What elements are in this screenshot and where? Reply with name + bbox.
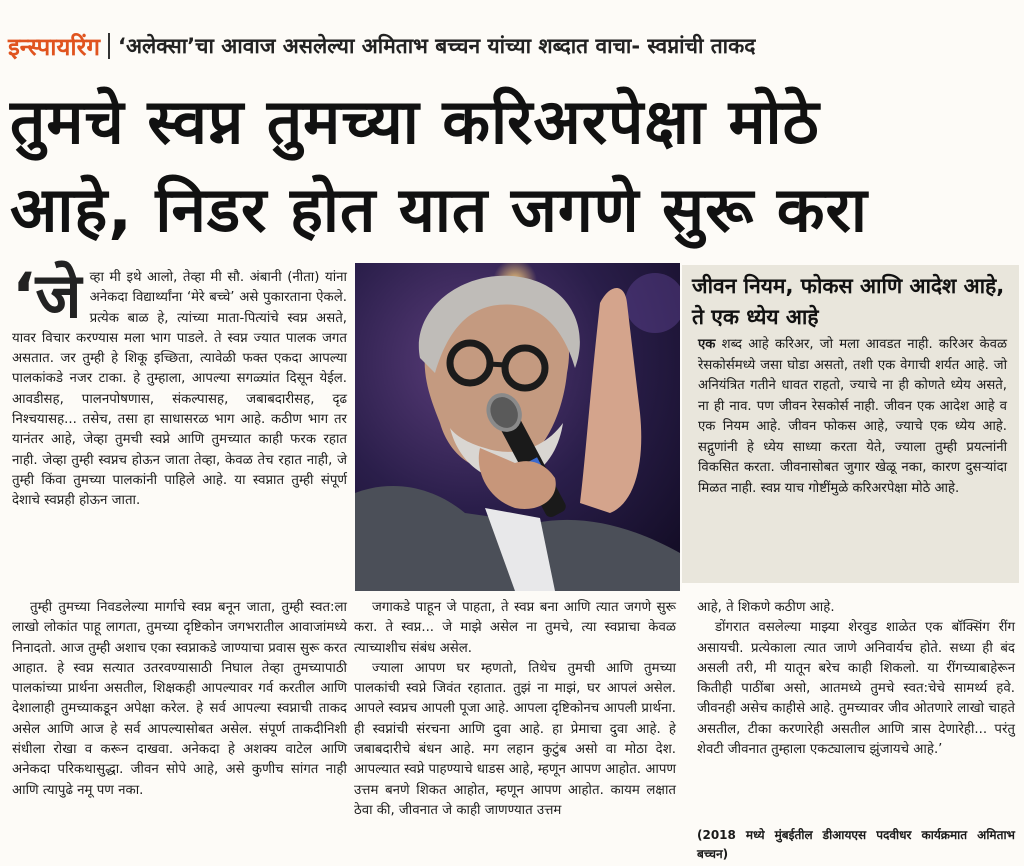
headline-line-2: आहे, निडर होत यात जगणे सुरू करा <box>10 173 868 246</box>
dropcap: ‘जे <box>12 259 82 332</box>
article-paragraph: तुम्ही तुमच्या निवडलेल्या मार्गाचे स्वप्न बनून जाता, तुम्ही स्वत:ला लाखो लोकांत पाहू लागता, तुमच्या दृष्टिकोन जगभरातील आवाजांमध्ये निनादतो. आज तुम्ही अशाच एका स्वप्नाकडे जाण्याचा प्रवास सुरू करत आहात. हे स्वप्न सत्यात उतरवण्यासाठी निघाल तेव्हा तुमच्यापाठी पालकांच्या प्रार्थना असतील, शिक्षकही आपल्यावर गर्व करतील आणि देशालाही तुमच्याकडून अपेक्षा करेल. हे सर्व आपल्या स्वप्नाची ताकद असेल आणि आज हे सर्व आपल्यासोबत असेल. संपूर्ण ताकदीनिशी संधीला रोखा व करून दाखवा. अनेकदा हे अशक्य वाटेल आणि अनेकदा परिकथासुद्धा. जीवन सोपे आहे, असे कुणीच सांगत नाही आणि त्यापुढे नमू पण नका. <box>12 600 347 798</box>
kicker <box>8 30 755 62</box>
article-paragraph: व्हा मी इथे आलो, तेव्हा मी सौ. अंबानी (नीता) यांना अनेकदा विद्यार्थ्यांना ‘मेरे बच्चे’ असे पुकारताना ऐकले. प्रत्येक बाळ हे, त्यांच्या माता-पित्यांचे स्वप्न असते, यावर विचार करण्यास मला भाग पाडले. ते स्वप्न ज्यात पालक जगत असतात. जर तुम्ही हे शिकू इच्छिता, त्यावेळी फक्त एकदा आपल्या पालकांकडे नजर टाका. हे तुम्हाला, आपल्या सगळ्यांत दिसून येईल. आवडीसह, पालनपोषणास, संकल्पासह, जबाबदारीसह, दृढ निश्चयासह... तसेच, तसा हा साधासरळ भाग आहे. कठीण भाग तर यानंतर आहे, जेव्हा तुमची स्वप्ने आणि तुमच्यात काही फरक रहात नाही. जेव्हा तुम्ही स्वप्नच होऊन जाता तेव्हा, केवळ तेच रहात नाही, जे तुम्ही किंवा तुमच्या पालकांनी पाहिले आहे. या स्वप्नात तुम्ही संपूर्ण देशाचे स्वप्नही होऊन जाता. <box>12 270 347 509</box>
article-paragraph: जगाकडे पाहून जे पाहता, ते स्वप्न बना आणि त्यात जगणे सुरू करा. ते स्वप्न... जे माझे असेल ना तुमचे, त्या स्वप्नाचा केवळ त्याच्याशीच संबंध असेल. <box>354 600 676 656</box>
sidebar-text: शब्द आहे करिअर, जो मला आवडत नाही. करिअर केवळ रेसकोर्समध्ये जसा घोडा असतो, तशी एक वेगाची शर्यत आहे. जो अनियंत्रित गतीने धावत राहतो, ज्याचे ना ही कोणते ध्येय असते, ना ही नाव. पण जीवन रेसकोर्स नाही. जीवन एक आदेश आहे व एक नियम आहे. जीवन फोकस आहे, ज्याचे एक ध्येय आहे. सद्गुणांनी हे ध्येय साध्या करता येते, ज्याला तुम्ही प्रयत्नांनी विकसित करता. जीवनासोबत जुगार खेळू नका, कारण दुसऱ्यांदा मिळत नाही. स्वप्न याच गोष्टींमुळे करिअरपेक्षा मोठे आहे. <box>698 337 1007 496</box>
sidebar-body <box>682 333 1019 499</box>
kicker-deck: ‘अलेक्सा’चा आवाज असलेल्या अमिताभ बच्चन यांच्या शब्दात वाचा- स्वप्नांची ताकद <box>117 34 756 58</box>
article-column-2 <box>354 598 676 821</box>
article-column-3 <box>697 598 1015 760</box>
article-paragraph: आहे, ते शिकणे कठीण आहे. <box>697 600 835 615</box>
article-paragraph: ज्याला आपण घर म्हणतो, तिथेच तुमची आणि तुमच्या पालकांची स्वप्ने जिवंत रहातात. तुझं ना माझं, घर आपलं असेल. आपले स्वप्नच आपली पूजा आहे. आपला दृष्टिकोनच आपली प्रार्थना. ही स्वप्नांची संरचना आणि दुवा आहे. हा प्रेमाचा दुवा आहे. हे जबाबदारीचे बंधन आहे. मग लहान कुटुंब असो वा मोठा देश. आपल्यात स्वप्ने पाहण्याचे धाडस आहे, म्हणून आपण आहोत. आपण उत्तम बनणे शिकत आहोत, म्हणून आपण आहोत. कायम लक्षात ठेवा की, जीवनात जे काही जाणण्यात उत्तम <box>354 660 676 818</box>
headline <box>10 78 1015 254</box>
microphone-speaker-photo-icon <box>355 263 680 591</box>
article-credit: (2018 मध्ये मुंबईतील डीआयएस पदवीधर कार्यक्रमात अमिताभ बच्चन) <box>697 828 1015 861</box>
kicker-divider <box>108 33 110 59</box>
sidebar-lead-word: एक <box>698 337 716 352</box>
sidebar-title: जीवन नियम, फोकस आणि आदेश आहे, ते एक ध्येय आहे <box>692 274 1005 329</box>
article-column-1-cont <box>12 598 347 801</box>
article-column-1-intro <box>12 259 347 512</box>
section-brand: इन्स्पायरिंग <box>8 32 100 61</box>
article-paragraph: डोंगरात वसलेल्या माझ्या शेरवुड शाळेत एक बॉक्सिंग रींग असायची. प्रत्येकाला त्यात जाणे अनिवार्यच होते. सध्या ही बंद असली तरी, मी यातून बरेच काही शिकलो. या रींगच्याबाहेरून कितीही पाठींबा असो, आतमध्ये तुमचे स्वत:चेचे सामर्थ्य हवे. जीवनही असेच काहीसे आहे. तुमच्यावर जीव ओतणारे लाखो चाहते असतील, टीका करणारेही असतील आणि त्रास देणारेही... परंतु शेवटी जीवनात तुम्हाला एकट्यालाच झुंजायचे आहे.’ <box>697 620 1015 758</box>
headline-line-1: तुमचे स्वप्न तुमच्या करिअरपेक्षा मोठे <box>10 85 820 158</box>
speaker-photo <box>355 263 680 591</box>
sidebar-box <box>682 265 1019 583</box>
